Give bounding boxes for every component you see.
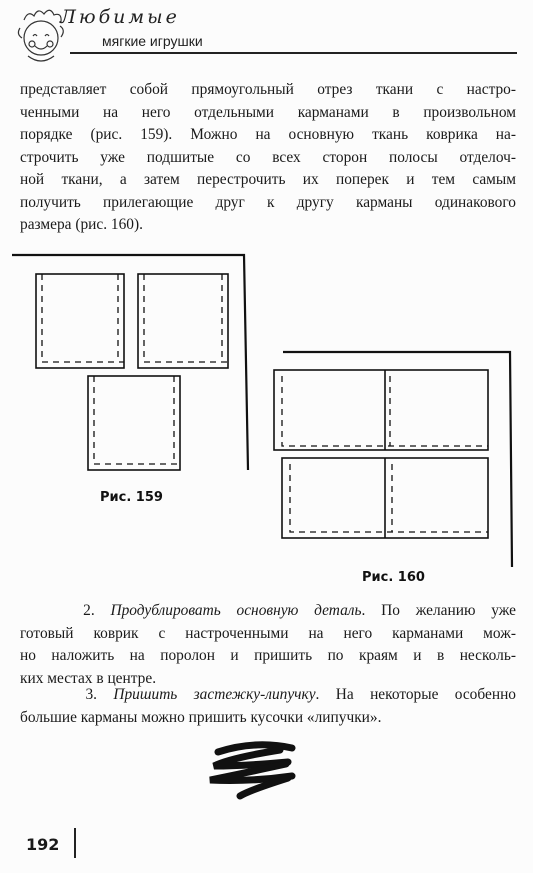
text-line	[20, 684, 516, 707]
text-line: ченными на него отдельными карманами в произвольном	[20, 103, 516, 121]
text-line: представляет собой прямоугольный отрез ткани с настро-	[20, 81, 516, 98]
step-2-paragraph	[20, 600, 516, 690]
step-number: 3.	[85, 686, 97, 703]
footer-divider	[74, 828, 76, 858]
figure-159-caption: Рис. 159	[100, 490, 163, 505]
figure-159	[12, 255, 248, 470]
header-title: Любимые	[60, 6, 180, 28]
text-line: порядке (рис. 159). Можно на основную ткань коврика на-	[20, 126, 516, 143]
step-text: . На некоторые особенно	[315, 686, 516, 703]
page-number: 192	[26, 835, 60, 854]
text-line: ких местах в центре.	[20, 669, 157, 687]
header-subtitle: мягкие игрушки	[102, 33, 203, 49]
text-line: получить прилегающие друг к другу карманы одинакового	[20, 193, 516, 211]
text-line: размера (рис. 160).	[20, 216, 143, 233]
step-text: . По желанию уже	[361, 602, 516, 619]
header-divider	[70, 52, 517, 54]
text-line: ной ткани, а затем перестрочить их поперек и тем самым	[20, 171, 516, 188]
step-title: Пришить застежку-липучку	[113, 686, 316, 703]
figure-160	[274, 352, 512, 567]
decorative-squiggle-icon	[200, 740, 310, 802]
text-line	[20, 600, 516, 623]
step-title: Продублировать основную деталь	[110, 602, 362, 619]
step-3-paragraph	[20, 684, 516, 729]
intro-paragraph	[20, 79, 516, 237]
text-line: готовый коврик с настроченными на него карманами мож-	[20, 624, 516, 642]
figure-160-caption: Рис. 160	[362, 570, 425, 585]
text-line: но наложить на поролон и пришить по краям и в несколь-	[20, 647, 516, 664]
text-line: строчить уже подшитые со всех сторон полосы отделоч-	[20, 148, 516, 166]
text-line: большие карманы можно пришить кусочки «липучки».	[20, 708, 382, 726]
step-number: 2.	[83, 602, 95, 619]
